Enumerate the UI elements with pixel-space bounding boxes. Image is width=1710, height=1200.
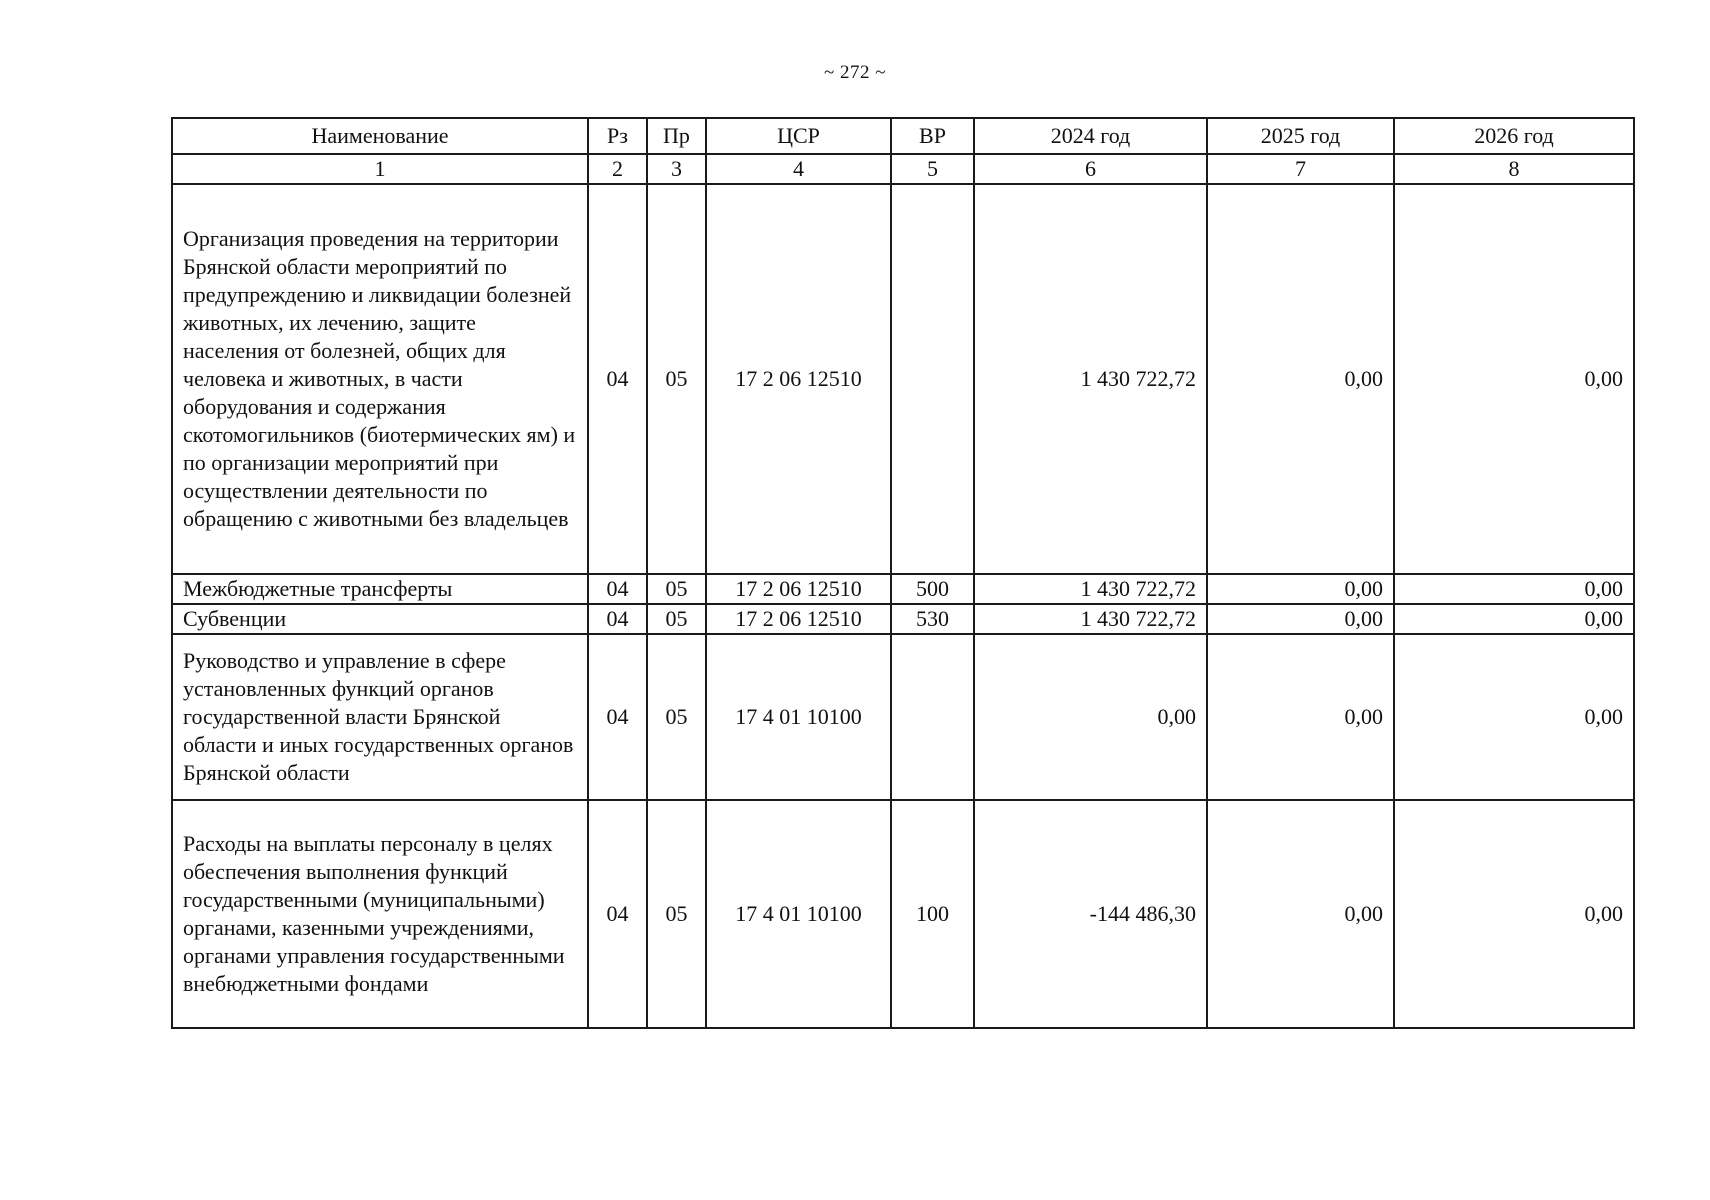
row-amount-2026: 0,00 (1394, 184, 1634, 574)
row-amount-2024: 1 430 722,72 (974, 574, 1207, 604)
row-amount-2026: 0,00 (1394, 574, 1634, 604)
row-amount-2025: 0,00 (1207, 574, 1394, 604)
row-amount-2025: 0,00 (1207, 184, 1394, 574)
column-number: 8 (1394, 154, 1634, 184)
header-rz: Рз (588, 118, 647, 154)
row-pr: 05 (647, 800, 706, 1028)
table-row (172, 604, 1634, 634)
row-rz: 04 (588, 184, 647, 574)
column-number: 5 (891, 154, 974, 184)
row-amount-2025: 0,00 (1207, 634, 1394, 800)
row-amount-2024: 1 430 722,72 (974, 184, 1207, 574)
header-pr: Пр (647, 118, 706, 154)
budget-table (171, 117, 1635, 1029)
header-name: Наименование (172, 118, 588, 154)
header-2026: 2026 год (1394, 118, 1634, 154)
row-csr: 17 2 06 12510 (706, 184, 891, 574)
column-number: 4 (706, 154, 891, 184)
row-pr: 05 (647, 184, 706, 574)
header-csr: ЦСР (706, 118, 891, 154)
header-2025: 2025 год (1207, 118, 1394, 154)
row-name: Руководство и управление в сфере установленных функций органов государственной власти Брянской области и иных государственных органов Брянской области (172, 634, 588, 800)
row-vr (891, 184, 974, 574)
column-number: 1 (172, 154, 588, 184)
column-number: 7 (1207, 154, 1394, 184)
column-number: 6 (974, 154, 1207, 184)
header-2024: 2024 год (974, 118, 1207, 154)
row-vr: 530 (891, 604, 974, 634)
column-number-row (172, 154, 1634, 184)
row-name: Организация проведения на территории Брянской области мероприятий по предупреждению и ликвидации болезней животных, их лечению, защите населения от болезней, общих для человека и животных, в части оборудования и содержания скотомогильников (биотермических ям) и по организации мероприятий при осуществлении деятельности по обращению с животными без владельцев (172, 184, 588, 574)
row-vr (891, 634, 974, 800)
page-number: ~ 272 ~ (823, 62, 887, 83)
row-rz: 04 (588, 574, 647, 604)
row-vr: 100 (891, 800, 974, 1028)
row-amount-2024: 0,00 (974, 634, 1207, 800)
table-row (172, 574, 1634, 604)
row-amount-2024: 1 430 722,72 (974, 604, 1207, 634)
row-pr: 05 (647, 604, 706, 634)
row-rz: 04 (588, 604, 647, 634)
row-pr: 05 (647, 634, 706, 800)
row-name: Субвенции (172, 604, 588, 634)
row-csr: 17 4 01 10100 (706, 634, 891, 800)
table-row (172, 634, 1634, 800)
row-amount-2025: 0,00 (1207, 800, 1394, 1028)
row-name: Расходы на выплаты персоналу в целях обеспечения выполнения функций государственными (муниципальными) органами, казенными учреждениями, органами управления государственными внебюджетными фондами (172, 800, 588, 1028)
column-number: 3 (647, 154, 706, 184)
row-amount-2026: 0,00 (1394, 634, 1634, 800)
row-name: Межбюджетные трансферты (172, 574, 588, 604)
table-row (172, 800, 1634, 1028)
row-csr: 17 2 06 12510 (706, 604, 891, 634)
header-row (172, 118, 1634, 154)
row-rz: 04 (588, 634, 647, 800)
row-vr: 500 (891, 574, 974, 604)
row-amount-2026: 0,00 (1394, 604, 1634, 634)
row-rz: 04 (588, 800, 647, 1028)
row-amount-2026: 0,00 (1394, 800, 1634, 1028)
column-number: 2 (588, 154, 647, 184)
row-pr: 05 (647, 574, 706, 604)
header-vr: ВР (891, 118, 974, 154)
row-csr: 17 4 01 10100 (706, 800, 891, 1028)
row-csr: 17 2 06 12510 (706, 574, 891, 604)
row-amount-2024: -144 486,30 (974, 800, 1207, 1028)
row-amount-2025: 0,00 (1207, 604, 1394, 634)
table-row (172, 184, 1634, 574)
